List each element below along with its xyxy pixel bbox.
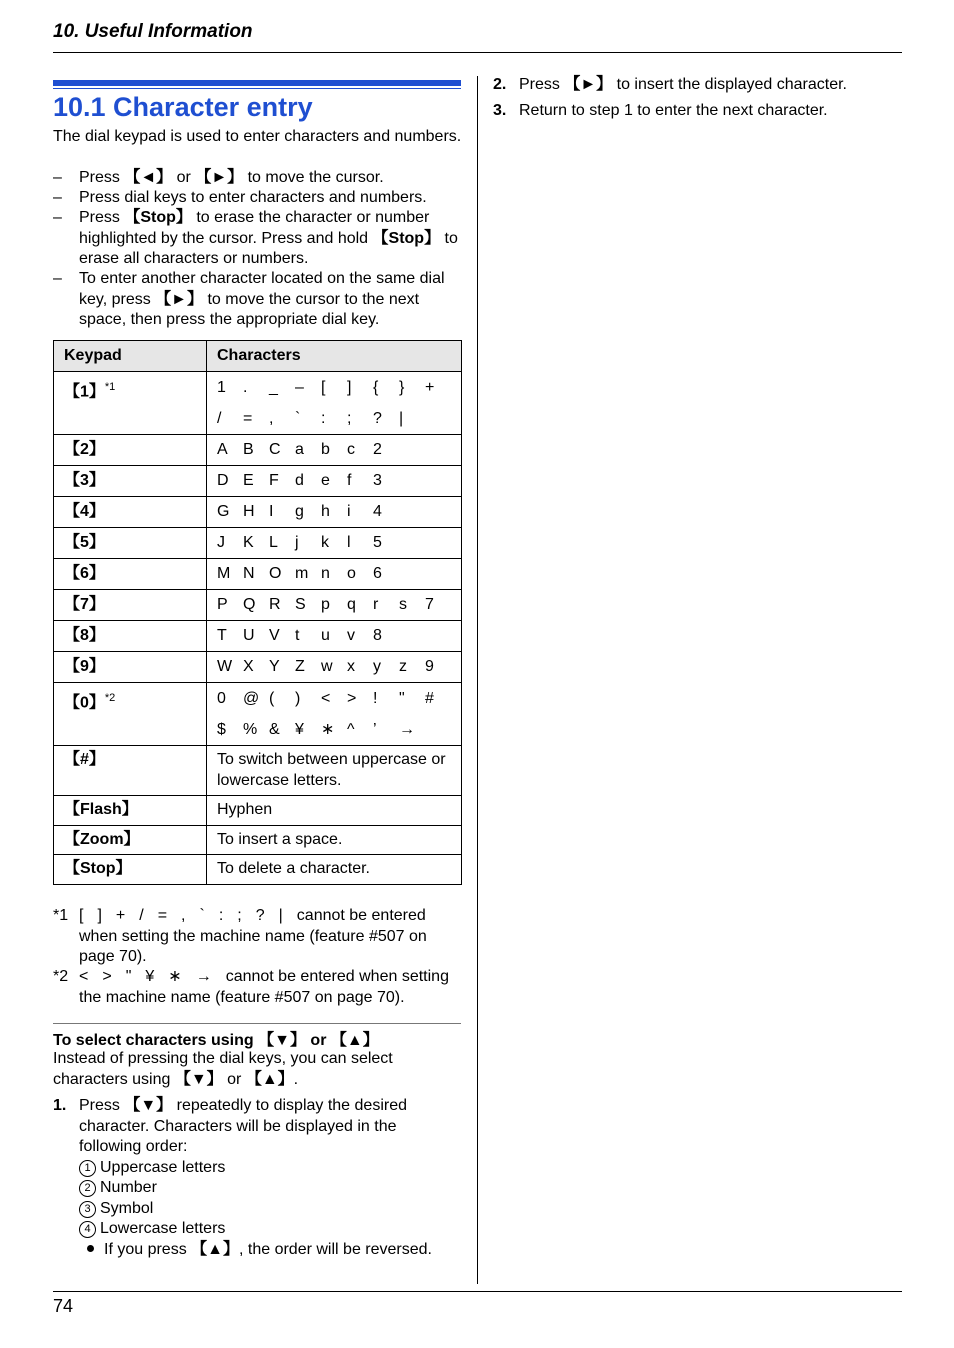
- character: ]: [347, 379, 352, 396]
- characters-cell: [207, 528, 462, 559]
- step-main-text: Press 【►】 to insert the displayed character.: [519, 76, 847, 93]
- order-item: 2 Number: [79, 1178, 463, 1199]
- character: A: [217, 441, 228, 458]
- characters-cell: [207, 652, 462, 683]
- character: d: [295, 472, 304, 489]
- character: $: [217, 721, 226, 738]
- character: N: [243, 565, 255, 582]
- character: k: [321, 534, 329, 551]
- character-line: [217, 714, 451, 745]
- character: Z: [295, 658, 305, 675]
- character: +: [425, 379, 435, 396]
- keypad-cell: [54, 497, 207, 528]
- table-row: [54, 528, 462, 559]
- footnote-symbols: [79, 907, 297, 924]
- key-label: 【Zoom】: [64, 830, 140, 848]
- keypad-cell: [54, 652, 207, 683]
- table-row: [54, 466, 462, 497]
- character-line: [217, 559, 451, 589]
- character-line: [217, 435, 451, 465]
- order-item: 1 Uppercase letters: [79, 1158, 463, 1179]
- characters-cell: To insert a space.: [207, 825, 462, 855]
- character: J: [217, 534, 225, 551]
- character: .: [243, 379, 248, 396]
- character: m: [295, 565, 309, 582]
- character: i: [347, 503, 351, 520]
- order-item: 3 Symbol: [79, 1199, 463, 1220]
- character: j: [295, 534, 299, 551]
- characters-cell: [207, 559, 462, 590]
- character-line: [217, 590, 451, 620]
- order-item: 4 Lowercase letters: [79, 1219, 463, 1240]
- table-row: [54, 497, 462, 528]
- keypad-cell: [54, 372, 207, 435]
- characters-cell: [207, 590, 462, 621]
- symbol: :: [218, 907, 224, 924]
- table-row: [54, 683, 462, 746]
- keypad-cell: [54, 559, 207, 590]
- key-label: 【8】: [64, 627, 105, 644]
- character: S: [295, 596, 306, 613]
- symbol: ": [125, 968, 132, 985]
- dash-marker: –: [53, 189, 62, 206]
- key-label: 【Stop】: [64, 860, 132, 877]
- character: U: [243, 627, 255, 644]
- character: ;: [347, 410, 352, 427]
- characters-cell: [207, 466, 462, 497]
- key-label: 【Stop】: [124, 209, 192, 226]
- character: C: [269, 441, 281, 458]
- character: ,: [269, 410, 274, 427]
- bullet-item: [79, 1240, 463, 1261]
- character: #: [425, 690, 434, 707]
- character: M: [217, 565, 231, 582]
- keypad-cell: [54, 796, 207, 826]
- subsection-text: Instead of pressing the dial keys, you can select characters using 【▼】 or 【▲】.: [53, 1050, 393, 1088]
- character-line: [217, 403, 451, 434]
- character: :: [321, 410, 326, 427]
- key-label: 【4】: [64, 503, 105, 520]
- order-number: 1: [79, 1160, 96, 1177]
- table-row: [54, 559, 462, 590]
- character: s: [399, 596, 407, 613]
- characters-cell: [207, 497, 462, 528]
- subsection-heading: To select characters using 【▼】 or 【▲】: [53, 1032, 379, 1049]
- character: ?: [373, 410, 382, 427]
- character: _: [269, 379, 278, 396]
- table-row: [54, 825, 462, 855]
- symbol: ]: [97, 907, 102, 924]
- character: ’: [373, 721, 377, 738]
- key-label: 【▼】: [124, 1097, 173, 1114]
- symbol: ?: [255, 907, 265, 924]
- character: O: [269, 565, 282, 582]
- character: F: [269, 472, 279, 489]
- character: %: [243, 721, 258, 738]
- keypad-cell: [54, 435, 207, 466]
- keypad-cell: [54, 683, 207, 746]
- characters-cell: [207, 683, 462, 746]
- character: `: [295, 410, 301, 427]
- footnote-mark: *2: [53, 968, 69, 985]
- title-bar-thin: [53, 88, 461, 89]
- character: 3: [373, 472, 382, 489]
- symbol: =: [157, 907, 168, 924]
- character: t: [295, 627, 300, 644]
- character: /: [217, 410, 222, 427]
- character: 5: [373, 534, 382, 551]
- character: 0: [217, 690, 226, 707]
- character: x: [347, 658, 355, 675]
- bullet-text: If you press 【▲】, the order will be reversed.: [104, 1240, 432, 1258]
- step-number: 3.: [493, 102, 507, 119]
- character-line: [217, 497, 451, 527]
- table-row: [54, 621, 462, 652]
- character-line: [217, 683, 451, 714]
- character: V: [269, 627, 280, 644]
- footnote-ref: *2: [104, 692, 116, 704]
- character: 4: [373, 503, 382, 520]
- character: E: [243, 472, 254, 489]
- character: 2: [373, 441, 382, 458]
- subsection-rule: [53, 1023, 461, 1024]
- step-main-text: Return to step 1 to enter the next character.: [519, 102, 828, 119]
- key-label: 【7】: [64, 596, 105, 613]
- character: R: [269, 596, 281, 613]
- key-label: 【▲】: [245, 1070, 294, 1088]
- character: n: [321, 565, 330, 582]
- instruction-text: Press 【Stop】 to erase the character or number highlighted by the cursor. Press and hold 【Stop】 to erase all characters or numbers.: [79, 209, 458, 267]
- order-number: 3: [79, 1201, 96, 1218]
- section-header: 10. Useful Information: [53, 21, 253, 42]
- character: z: [399, 658, 407, 675]
- table-row: [54, 746, 462, 796]
- character: p: [321, 596, 330, 613]
- character: c: [347, 441, 355, 458]
- character: e: [321, 472, 330, 489]
- key-label: 【▼】: [258, 1032, 306, 1049]
- keypad-cell: [54, 590, 207, 621]
- character-line: [217, 621, 451, 651]
- symbol: |: [278, 907, 283, 924]
- character: u: [321, 627, 330, 644]
- character: |: [399, 410, 404, 427]
- character: {: [373, 379, 379, 396]
- key-label: 【▲】: [330, 1032, 379, 1049]
- character: v: [347, 627, 355, 644]
- table-row: [54, 796, 462, 826]
- character: D: [217, 472, 229, 489]
- character: B: [243, 441, 254, 458]
- key-label: 【2】: [64, 441, 105, 458]
- step-number: 1.: [53, 1097, 67, 1114]
- character: ^: [347, 721, 355, 738]
- key-label: 【5】: [64, 534, 105, 551]
- character: ¥: [295, 721, 304, 738]
- key-label: 【3】: [64, 472, 105, 489]
- step-text: [519, 101, 903, 122]
- character: ∗: [321, 721, 335, 738]
- character: Q: [243, 596, 256, 613]
- key-label: 【◄】: [124, 169, 173, 186]
- characters-cell: Hyphen: [207, 796, 462, 826]
- character: H: [243, 503, 255, 520]
- character: L: [269, 534, 278, 551]
- key-label: 【►】: [564, 76, 613, 93]
- bullet-icon: [87, 1245, 94, 1252]
- character: =: [243, 410, 253, 427]
- symbol: /: [139, 907, 144, 924]
- character: !: [373, 690, 378, 707]
- footnote-mark: *1: [53, 907, 69, 924]
- character-line: [217, 372, 451, 403]
- character: G: [217, 503, 230, 520]
- character: f: [347, 472, 352, 489]
- character: ): [295, 690, 301, 707]
- character: l: [347, 534, 351, 551]
- key-label: 【►】: [155, 290, 204, 308]
- character: T: [217, 627, 227, 644]
- header-rule: [53, 52, 902, 53]
- character: y: [373, 658, 381, 675]
- character: q: [347, 596, 356, 613]
- keypad-cell: [54, 466, 207, 497]
- character: ": [399, 690, 405, 707]
- character: [: [321, 379, 326, 396]
- table-row: [54, 590, 462, 621]
- footnote-text: [ ] + / = , ` : ; ? | cannot be entered when setting the machine name (feature #507 on page 70).: [79, 907, 427, 965]
- col-header-characters: Characters: [207, 341, 462, 372]
- dash-marker: –: [53, 169, 62, 186]
- key-label: 【1】: [64, 383, 105, 401]
- page-title: 10.1 Character entry: [53, 92, 313, 122]
- character: h: [321, 503, 330, 520]
- page-number: 74: [53, 1296, 74, 1316]
- order-number: 2: [79, 1180, 96, 1197]
- character: I: [269, 503, 274, 520]
- characters-cell: [207, 372, 462, 435]
- characters-cell: [207, 435, 462, 466]
- symbol: [: [79, 907, 84, 924]
- character: &: [269, 721, 280, 738]
- symbol: >: [102, 968, 112, 985]
- symbol: +: [115, 907, 126, 924]
- character: →: [399, 721, 415, 738]
- character-line: [217, 652, 451, 682]
- characters-cell: To switch between uppercase or lowercase letters.: [207, 746, 462, 796]
- key-label: 【►】: [195, 169, 244, 186]
- symbol: ∗: [168, 968, 182, 985]
- intro-text: The dial keypad is used to enter characters and numbers.: [53, 128, 462, 145]
- keypad-cell: [54, 825, 207, 855]
- character: P: [217, 596, 228, 613]
- character: >: [347, 690, 357, 707]
- character: a: [295, 441, 304, 458]
- character: }: [399, 379, 405, 396]
- character: 1: [217, 379, 226, 396]
- step-number: 2.: [493, 76, 507, 93]
- character: @: [243, 690, 260, 707]
- footer-rule: [53, 1291, 902, 1292]
- character: 6: [373, 565, 382, 582]
- character: w: [321, 658, 333, 675]
- key-label: 【▲】: [191, 1240, 239, 1258]
- key-label: 【Stop】: [372, 229, 441, 247]
- table-row: [54, 652, 462, 683]
- keypad-cell: [54, 621, 207, 652]
- character: b: [321, 441, 330, 458]
- character: X: [243, 658, 254, 675]
- character: 7: [425, 596, 434, 613]
- character-line: [217, 528, 451, 558]
- character: 9: [425, 658, 434, 675]
- column-separator: [477, 76, 478, 1284]
- dash-marker: –: [53, 270, 62, 287]
- character: W: [217, 658, 233, 675]
- characters-cell: [207, 621, 462, 652]
- character-table: [53, 340, 462, 885]
- order-number: 4: [79, 1221, 96, 1238]
- character: Y: [269, 658, 280, 675]
- footnote-symbols: [79, 968, 226, 985]
- title-bar: [53, 80, 461, 86]
- key-label: 【6】: [64, 565, 105, 582]
- footnote-text: < > " ¥ ∗ → cannot be entered when setting the machine name (feature #507 on page 70).: [79, 968, 449, 1006]
- instruction-text: To enter another character located on the same dial key, press 【►】 to move the cursor to the next space, then press the appropriate dial key.: [79, 270, 445, 328]
- character: 8: [373, 627, 382, 644]
- symbol: <: [79, 968, 89, 985]
- symbol: ,: [181, 907, 186, 924]
- table-row: [54, 855, 462, 885]
- character: K: [243, 534, 254, 551]
- footnote-ref: *1: [104, 381, 116, 393]
- step-text: [519, 75, 903, 96]
- character-line: [217, 466, 451, 496]
- characters-cell: To delete a character.: [207, 855, 462, 885]
- symbol: ;: [237, 907, 242, 924]
- keypad-cell: [54, 855, 207, 885]
- key-label: 【Flash】: [64, 801, 138, 818]
- instruction-text: Press dial keys to enter characters and numbers.: [79, 189, 427, 206]
- table-row: [54, 435, 462, 466]
- key-label: 【#】: [64, 751, 105, 768]
- step-text: [79, 1096, 463, 1260]
- symbol: `: [199, 907, 205, 924]
- step-main-text: Press 【▼】 repeatedly to display the desired character. Characters will be displayed in the following order:: [79, 1097, 407, 1155]
- key-label: 【0】: [64, 694, 105, 712]
- symbol: →: [195, 968, 212, 985]
- character: r: [373, 596, 379, 613]
- table-row: [54, 372, 462, 435]
- key-label: 【9】: [64, 658, 105, 675]
- dash-marker: –: [53, 209, 62, 226]
- instruction-text: Press 【◄】 or 【►】 to move the cursor.: [79, 169, 384, 186]
- keypad-cell: [54, 746, 207, 796]
- character: –: [295, 379, 304, 396]
- key-label: 【▼】: [174, 1070, 223, 1088]
- keypad-cell: [54, 528, 207, 559]
- symbol: ¥: [145, 968, 155, 985]
- character: o: [347, 565, 356, 582]
- col-header-keypad: Keypad: [54, 341, 207, 372]
- character: (: [269, 690, 275, 707]
- character: g: [295, 503, 304, 520]
- character: <: [321, 690, 331, 707]
